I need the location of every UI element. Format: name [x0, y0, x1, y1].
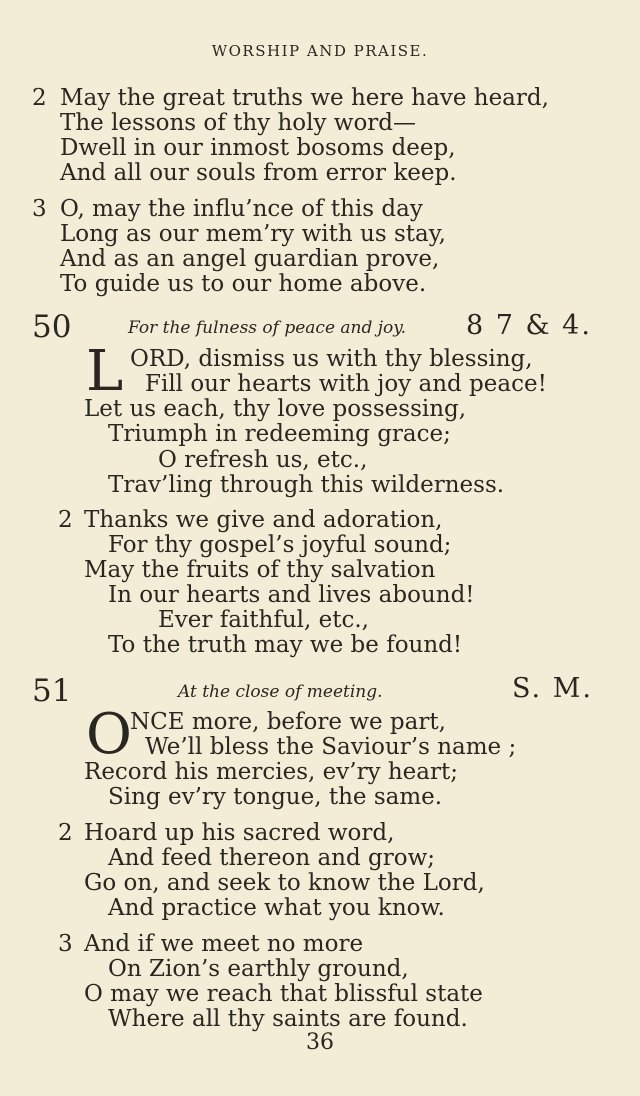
verse-line: Fill our hearts with joy and peace!	[145, 371, 547, 397]
verse-number: 2	[58, 507, 73, 533]
verse-line: Triumph in redeeming grace;	[108, 421, 451, 447]
verse-line: And practice what you know.	[108, 895, 445, 921]
verse-line: And if we meet no more	[84, 931, 364, 957]
verse-line: Go on, and seek to know the Lord,	[84, 870, 485, 896]
page-number: 36	[306, 1030, 334, 1055]
verse-number: 3	[32, 196, 47, 222]
verse-line: The lessons of thy holy word—	[60, 110, 417, 136]
verse-line: May the fruits of thy salvation	[84, 557, 436, 583]
verse-line: Long as our mem’ry with us stay,	[60, 221, 446, 247]
verse-line: Dwell in our inmost bosoms deep,	[60, 135, 456, 161]
verse-line: Record his mercies, ev’ry heart;	[84, 759, 458, 785]
hymn-number: 51	[32, 673, 72, 709]
running-header: WORSHIP AND PRAISE.	[211, 42, 429, 60]
drop-cap: L	[86, 339, 124, 404]
verse-line: To the truth may we be found!	[108, 632, 463, 658]
verse-line: For thy gospel’s joyful sound;	[108, 532, 452, 558]
hymn-number: 50	[32, 309, 72, 345]
drop-cap: O	[86, 702, 132, 767]
verse-line: On Zion’s earthly ground,	[108, 956, 409, 982]
verse-line: And feed thereon and grow;	[108, 845, 436, 871]
hymn-meter: S. M.	[512, 673, 593, 704]
verse-line: O, may the influ’nce of this day	[60, 196, 423, 222]
verse-line: Thanks we give and adoration,	[84, 507, 443, 533]
verse-line: Trav’ling through this wilderness.	[108, 472, 505, 498]
verse-line: NCE more, before we part,	[130, 709, 446, 735]
verse-line: May the great truths we here have heard,	[60, 85, 549, 111]
verse-line: Ever faithful, etc.,	[158, 607, 369, 633]
hymn-occasion: At the close of meeting.	[178, 682, 383, 702]
verse-number: 2	[32, 85, 47, 111]
verse-number: 2	[58, 820, 73, 846]
verse-line: And as an angel guardian prove,	[60, 246, 440, 272]
verse-line: ORD, dismiss us with thy blessing,	[130, 346, 533, 372]
verse-line: We’ll bless the Saviour’s name ;	[145, 734, 517, 760]
verse-line: O may we reach that blissful state	[84, 981, 483, 1007]
verse-line: To guide us to our home above.	[60, 271, 427, 297]
verse-line: In our hearts and lives abound!	[108, 582, 475, 608]
verse-line: O refresh us, etc.,	[158, 447, 368, 473]
hymn-occasion: For the fulness of peace and joy.	[128, 318, 407, 338]
hymn-meter: 8 7 & 4.	[466, 310, 592, 341]
verse-line: Hoard up his sacred word,	[84, 820, 395, 846]
verse-line: Sing ev’ry tongue, the same.	[108, 784, 443, 810]
verse-line: And all our souls from error keep.	[60, 160, 457, 186]
verse-line: Where all thy saints are found.	[108, 1006, 468, 1032]
verse-number: 3	[58, 931, 73, 957]
verse-line: Let us each, thy love possessing,	[84, 396, 467, 422]
